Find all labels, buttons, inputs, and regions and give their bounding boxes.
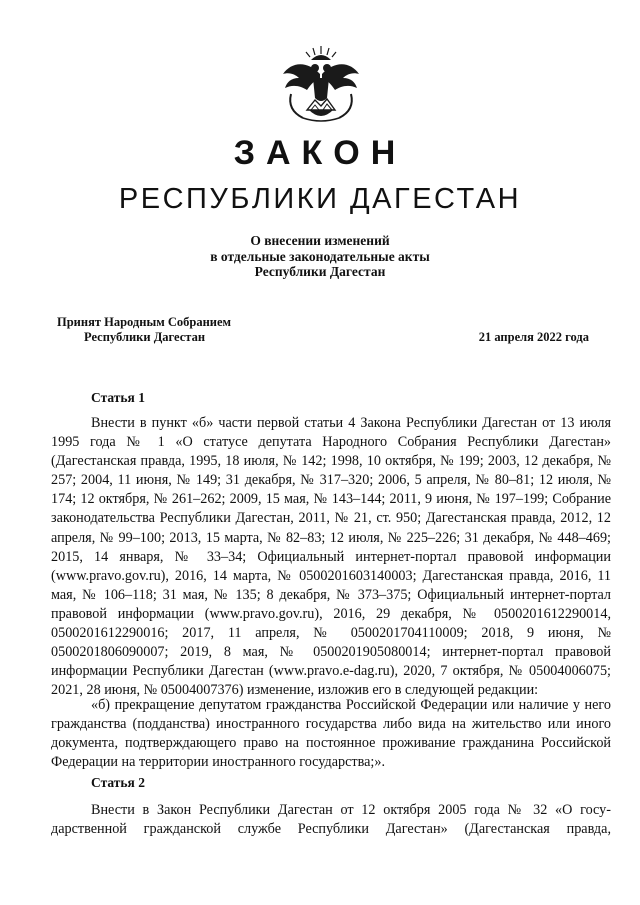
article-1-paragraph: Внести в пункт «б» части первой статьи 4 Закона Республики Дагестан от 13 июля 1995 года № 1 «О статусе депутата Народного Собрания Республики Дагестан» (Дагестанская правда, 1995, 18 июля, № 142; 1998, 10 октября, № 199; 2003, 12 декабря, № 257; 2004, 11 июня, № 149; 31 декабря, № 317–320; 2006, 5 апреля, № 80–81; 12 июля, № 174; 12 октября, № 261–262; 2009, 15 мая, № 143–144; 2011, 9 июня, № 197–199; Собрание законодательства Республики Дагестан, 2011, № 21, ст. 950; Дагестанская правда, 2012, 12 апреля, № 99–100; 2013, 15 марта, № 82–83; 12 июля, № 225–226; 31 декабря, № 448–469; 2015, 14 января, № 33–34; Официальный интернет-портал правовой информации (www.pravo.gov.ru), 2016, 14 марта, № 0500201603140003; Дагестанская правда, 2016, 11 мая, № 106–118; 31 мая, № 135; 8 декабря, № 373–375; Официальный интернет-портал правовой информации (www.pravo.gov.ru), 2016, 29 декабря, № 0500201612290014, 0500201612290016; 2017, 11 апреля, № 0500201704110009; 2018, 9 июня, № 0500201806090007; 2019, 8 мая, № 0500201905080014; интернет-портал правовой информации Республики Дагестан (www.pravo.e-dag.ru), 2020, 7 октября, № 05004006075; 2021, 28 июня, № 05004007376) изменение, изложив его в следующей редакции: [51,415,611,699]
law-subject [0,233,640,280]
law-issuer: РЕСПУБЛИКИ ДАГЕСТАН [118,183,522,215]
adopted-by-line: Республики Дагестан [84,330,206,344]
article-1-heading: Статья 1 [91,390,145,405]
article-2-paragraph: Внести в Закон Республики Дагестан от 12 октября 2005 года № 32 «О государственной гражданской службе Республики Дагестан» (Дагестанская правда, [51,802,611,838]
adoption-date: 21 апреля 2022 года [478,330,589,344]
article-1-quoted-paragraph: «б) прекращение депутатом гражданства Российской Федерации или наличие у него гражданства (подданства) иностранного государства либо вида на жительство или иного документа, подтверждающего право на постоянное проживание гражданина Российской Федерации на территории иностранного государства;». [51,697,611,771]
coat-of-arms-eagle-icon [277,44,365,124]
law-subject-line: О внесении изменений [250,233,390,248]
law-subject-line: в отдельные законодательные акты [210,248,430,264]
law-subject-line: Республики Дагестан [254,264,386,279]
law-title: ЗАКОН [233,134,407,172]
article-2-heading: Статья 2 [91,775,145,790]
adopted-by-line: Принят Народным Собранием [57,315,232,329]
adopted-by [57,315,231,345]
